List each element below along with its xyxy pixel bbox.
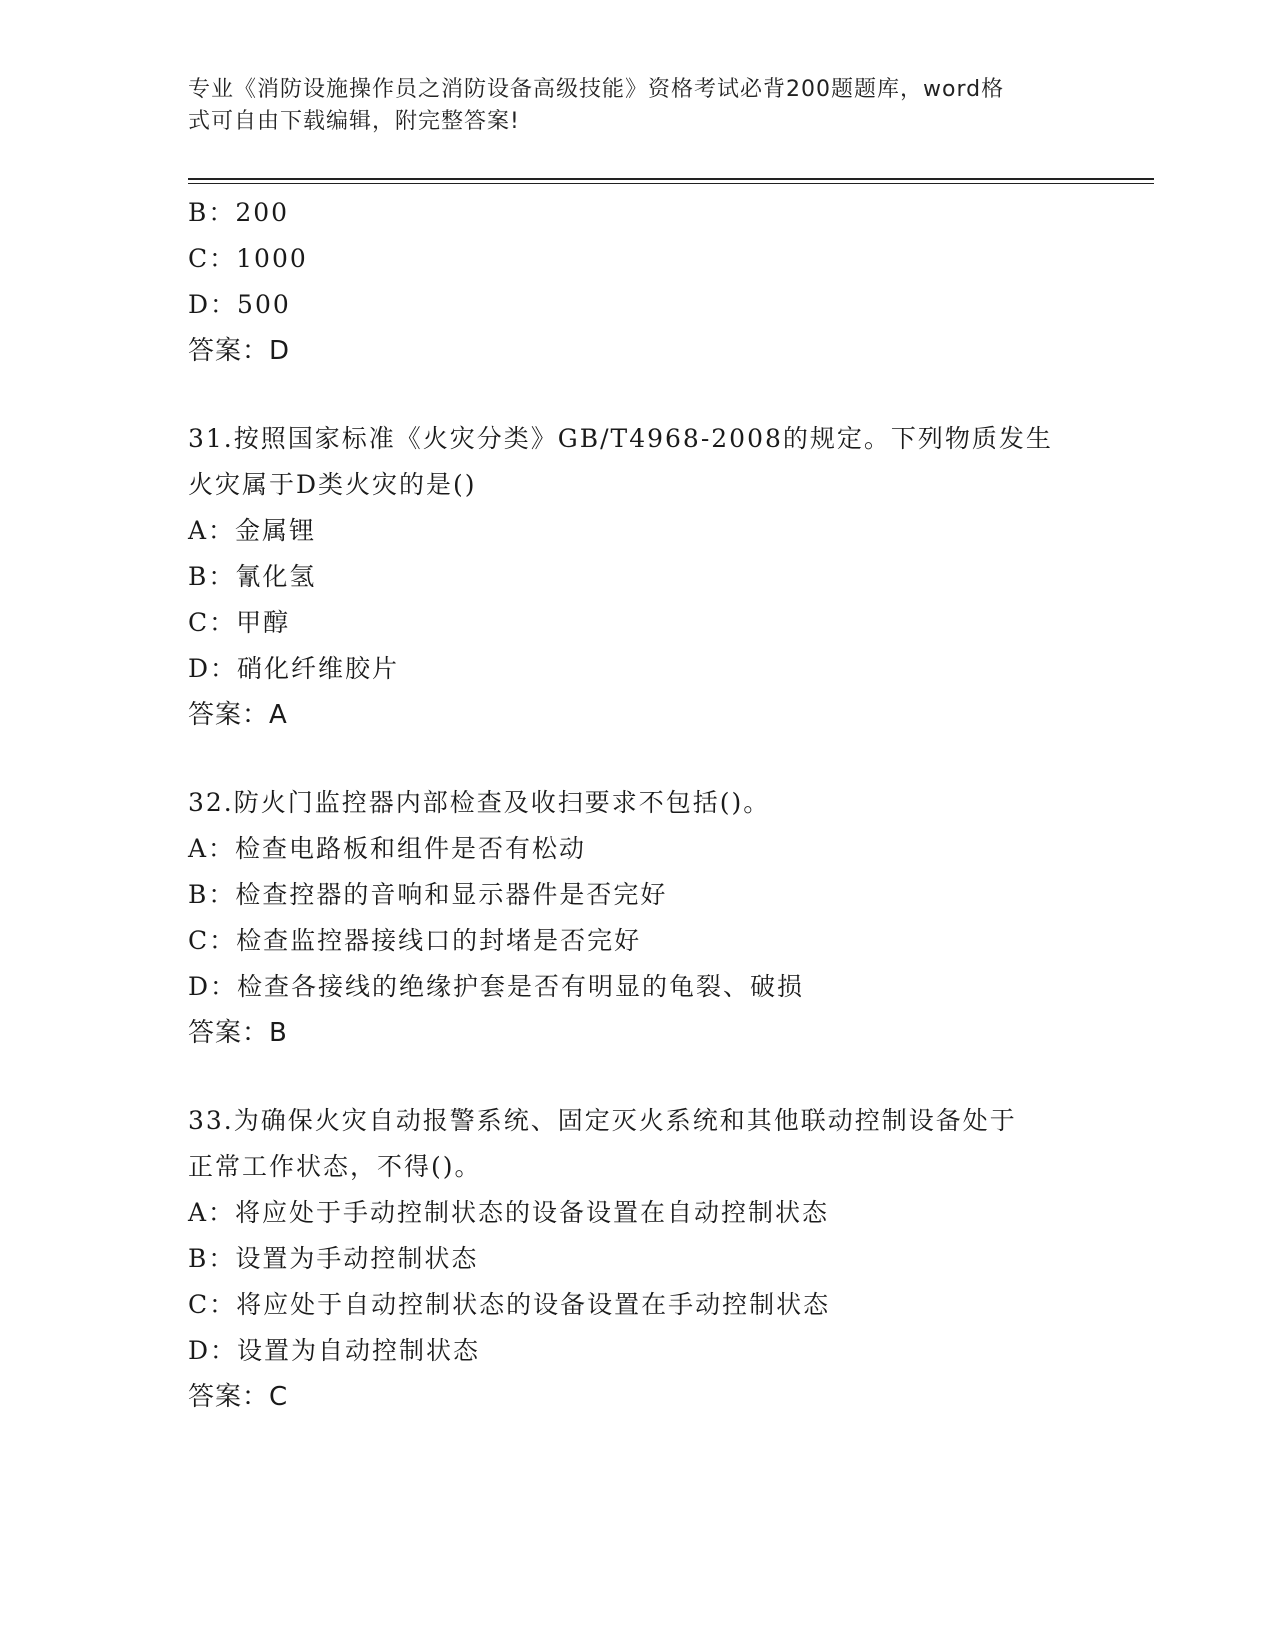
option-b: B：200 xyxy=(188,198,290,227)
question-32 xyxy=(188,780,1088,1056)
option-c: C：甲醇 xyxy=(188,608,291,637)
question-30-continued xyxy=(188,190,1088,374)
answer: 答案：B xyxy=(188,1018,288,1048)
option-d: D：硝化纤维胶片 xyxy=(188,654,400,683)
option-c: C：将应处于自动控制状态的设备设置在手动控制状态 xyxy=(188,1290,831,1319)
option-a: A：金属锂 xyxy=(188,516,317,545)
question-stem: 正常工作状态，不得()。 xyxy=(188,1152,482,1181)
answer: 答案：D xyxy=(188,336,291,366)
question-33 xyxy=(188,1098,1088,1420)
question-31 xyxy=(188,416,1088,738)
option-b: B：设置为手动控制状态 xyxy=(188,1244,479,1273)
option-b: B：检查控器的音响和显示器件是否完好 xyxy=(188,880,668,909)
answer: 答案：A xyxy=(188,700,288,730)
header-line-2: 式可自由下载编辑，附完整答案! xyxy=(188,109,520,134)
option-a: A：检查电路板和组件是否有松动 xyxy=(188,834,587,863)
question-list xyxy=(188,190,1088,1420)
option-d: D：检查各接线的绝缘护套是否有明显的龟裂、破损 xyxy=(188,972,805,1001)
option-c: C：1000 xyxy=(188,244,308,273)
option-b: B：氰化氢 xyxy=(188,562,317,591)
question-stem: 火灾属于D类火灾的是() xyxy=(188,470,477,499)
option-a: A：将应处于手动控制状态的设备设置在自动控制状态 xyxy=(188,1198,830,1227)
answer: 答案：C xyxy=(188,1382,289,1412)
header-divider-thin xyxy=(188,183,1154,184)
question-stem: 31.按照国家标准《火灾分类》GB/T4968-2008的规定。下列物质发生 xyxy=(188,424,1053,453)
question-stem: 33.为确保火灾自动报警系统、固定灭火系统和其他联动控制设备处于 xyxy=(188,1106,1017,1135)
header-divider-thick xyxy=(188,178,1154,180)
question-stem: 32.防火门监控器内部检查及收扫要求不包括()。 xyxy=(188,788,771,817)
document-header xyxy=(188,74,1068,138)
option-d: D：500 xyxy=(188,290,291,319)
option-d: D：设置为自动控制状态 xyxy=(188,1336,481,1365)
option-c: C：检查监控器接线口的封堵是否完好 xyxy=(188,926,642,955)
header-line-1: 专业《消防设施操作员之消防设备高级技能》资格考试必背200题题库，word格 xyxy=(188,77,1005,102)
